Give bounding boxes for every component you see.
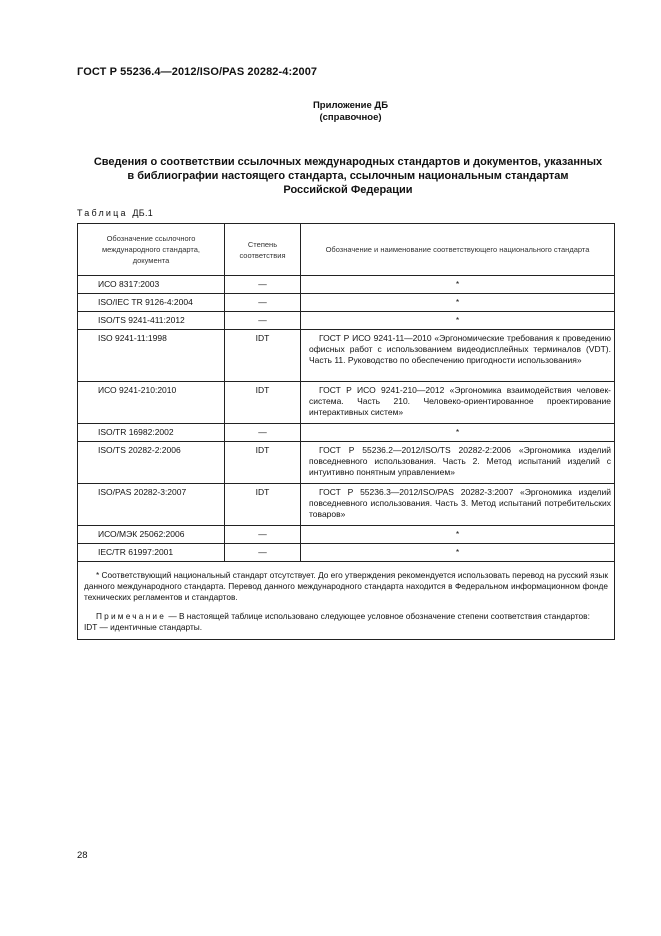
table-caption-number: ДБ.1	[132, 208, 154, 218]
ref-cell: ISO/PAS 20282-3:2007	[78, 484, 225, 526]
header-national-standard: Обозначение и наименование соответствующего национального стандарта	[301, 224, 615, 276]
national-cell: *	[301, 526, 615, 544]
degree-cell: —	[225, 424, 301, 442]
table-row	[78, 312, 615, 330]
correspondence-table	[77, 223, 615, 640]
national-cell: *	[301, 312, 615, 330]
degree-cell: —	[225, 544, 301, 562]
table-row	[78, 526, 615, 544]
section-title	[80, 155, 616, 197]
degree-cell: IDT	[225, 484, 301, 526]
table-header-row	[78, 224, 615, 276]
annex-heading	[0, 100, 661, 124]
national-cell: *	[301, 294, 615, 312]
table-row	[78, 484, 615, 526]
table-notes	[78, 562, 615, 640]
section-title-line: в библиографии настоящего стандарта, ссылочным национальным стандартам	[127, 170, 569, 182]
annex-status: (справочное)	[319, 112, 382, 123]
degree-cell: IDT	[225, 330, 301, 382]
table-caption-label: Таблица	[77, 208, 128, 218]
ref-cell: ИСО 9241-210:2010	[78, 382, 225, 424]
national-cell: *	[301, 424, 615, 442]
page-number: 28	[77, 850, 88, 861]
table-row	[78, 330, 615, 382]
ref-cell: ISO/TR 16982:2002	[78, 424, 225, 442]
note-body: — В настоящей таблице использовано следующее условное обозначение степени соответствия стандартов:	[166, 611, 590, 621]
degree-cell: IDT	[225, 442, 301, 484]
ref-cell: ISO 9241-11:1998	[78, 330, 225, 382]
header-ref-standard: Обозначение ссылочного международного стандарта, документа	[78, 224, 225, 276]
national-cell: ГОСТ Р 55236.2—2012/ISO/TS 20282-2:2006 «Эргономика изделий повседневного использования. Часть 2. Метод испытаний изделий с интуитивно понятным управлением»	[301, 442, 615, 484]
degree-cell: —	[225, 526, 301, 544]
national-cell: ГОСТ Р ИСО 9241-11—2010 «Эргономические требования к проведению офисных работ с использованием видеодисплейных терминалов (VDT). Часть 11. Руководство по обеспечению пригодности использования»	[301, 330, 615, 382]
national-cell: *	[301, 544, 615, 562]
degree-cell: —	[225, 294, 301, 312]
degree-cell: —	[225, 312, 301, 330]
table-notes-row	[78, 562, 615, 640]
note-text	[84, 611, 608, 622]
ref-cell: ИСО 8317:2003	[78, 276, 225, 294]
ref-cell: ИСО/МЭК 25062:2006	[78, 526, 225, 544]
annex-title: Приложение ДБ	[312, 100, 389, 111]
table-row	[78, 294, 615, 312]
table-row	[78, 544, 615, 562]
table-row	[78, 424, 615, 442]
national-cell: ГОСТ Р 55236.3—2012/ISO/PAS 20282-3:2007 «Эргономика изделий повседневного использования. Часть 3. Метод испытаний потребительских товаров»	[301, 484, 615, 526]
national-cell: ГОСТ Р ИСО 9241-210—2012 «Эргономика взаимодействия человек-система. Часть 210. Человеко-ориентированное проектирование интерактивных систем»	[301, 382, 615, 424]
table-row	[78, 382, 615, 424]
header-degree: Степень соответствия	[225, 224, 301, 276]
degree-cell: IDT	[225, 382, 301, 424]
document-header: ГОСТ Р 55236.4—2012/ISO/PAS 20282-4:2007	[77, 66, 318, 78]
table-row	[78, 276, 615, 294]
ref-cell: ISO/IEC TR 9126-4:2004	[78, 294, 225, 312]
table-row	[78, 442, 615, 484]
national-cell: *	[301, 276, 615, 294]
ref-cell: IEC/TR 61997:2001	[78, 544, 225, 562]
ref-cell: ISO/TS 20282-2:2006	[78, 442, 225, 484]
degree-cell: —	[225, 276, 301, 294]
note-idt: IDT — идентичные стандарты.	[84, 622, 203, 632]
table-caption	[77, 208, 153, 218]
footnote-text: * Соответствующий национальный стандарт отсутствует. До его утверждения рекомендуется использовать перевод на русский язык данного международного стандарта. Перевод данного международного стандарта находится в Федеральном информационном фонде технических регламентов и стандартов.	[84, 570, 608, 602]
section-title-line: Сведения о соответствии ссылочных международных стандартов и документов, указанных	[93, 156, 603, 168]
note-label: Примечание	[96, 611, 167, 621]
ref-cell: ISO/TS 9241-411:2012	[78, 312, 225, 330]
section-title-line: Российской Федерации	[283, 184, 413, 196]
